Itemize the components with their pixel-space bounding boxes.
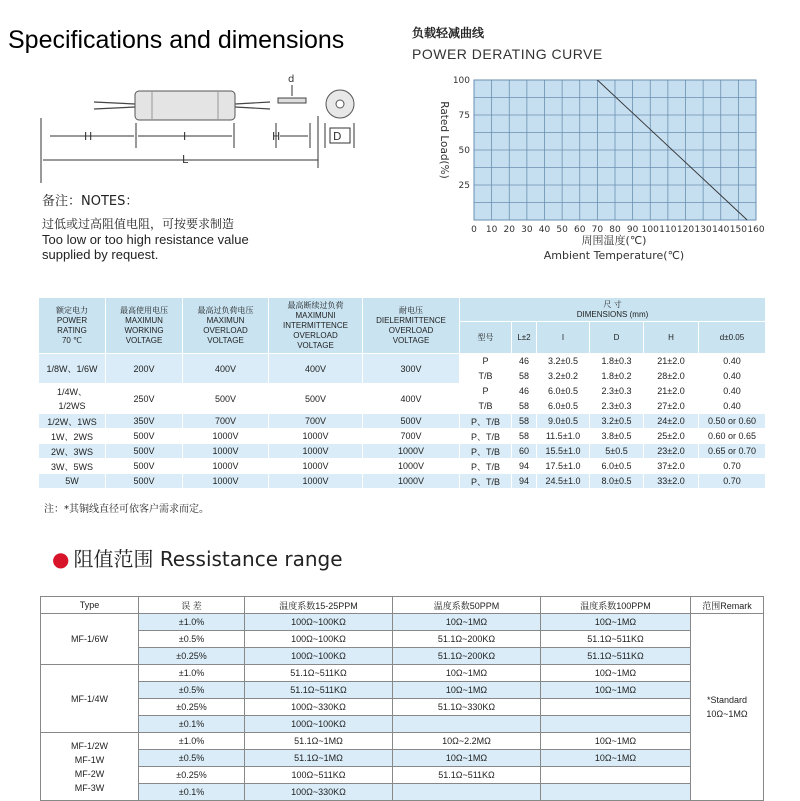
derating-chart [428, 70, 778, 266]
rr-remark: *Standard 10Ω~1MΩ [691, 614, 764, 801]
x-tick-label: 90 [626, 225, 639, 235]
notes-line-en1: Too low or too high resistance value [42, 232, 249, 247]
notes-line-cn: 过低或过高阻值电阻，可按要求制造 [42, 217, 235, 231]
dim-label-D: D [333, 130, 342, 143]
hdr-model: 型号 [460, 322, 512, 354]
spec-row: T/B 58 3.2±0.2 1.8±0.2 28±2.0 0.40 [39, 369, 766, 384]
hdr-d: d±0.05 [699, 322, 766, 354]
rr-hdr-type: Type [41, 597, 139, 614]
y-tick-label: 50 [458, 146, 470, 156]
hdr-H: H [644, 322, 699, 354]
hdr-dielectric: 耐电压 DIELERMITTENCE OVERLOAD VOLTAGE [363, 298, 460, 354]
dim-label-d: d [288, 74, 295, 85]
rr-row: ±0.5% 51.1Ω~511KΩ 10Ω~1MΩ 10Ω~1MΩ [41, 682, 764, 699]
x-tick-label: 120 [676, 225, 695, 235]
rr-row: ±0.25% 100Ω~100KΩ 51.1Ω~200KΩ 51.1Ω~511KΩ [41, 648, 764, 665]
spec-footnote: 注：*其铜线直径可依客户需求而定。 [44, 504, 209, 515]
hdr-I: I [537, 322, 590, 354]
rr-row: ±0.5% 51.1Ω~1MΩ 10Ω~1MΩ 10Ω~1MΩ [41, 750, 764, 767]
rr-row: ±0.5% 100Ω~100KΩ 51.1Ω~200KΩ 51.1Ω~511KΩ [41, 631, 764, 648]
curve-title-cn: 负载轻减曲线 [412, 26, 485, 40]
rr-hdr-15ppm: 温度系数15-25PPM [245, 597, 393, 614]
rr-type: MF-1/4W [41, 665, 139, 733]
x-tick-label: 70 [591, 225, 604, 235]
rr-row: MF-1/6W ±1.0% 100Ω~100KΩ 10Ω~1MΩ 10Ω~1MΩ *Standard 10Ω~1MΩ [41, 614, 764, 631]
rr-row: ±0.1% 100Ω~330KΩ [41, 784, 764, 801]
spec-row: 1W、2WS 500V 1000V 1000V 700V P、T/B 58 11.5±1.0 3.8±0.5 25±2.0 0.60 or 0.65 [39, 429, 766, 444]
x-tick-label: 50 [556, 225, 568, 235]
dim-label-H: H [84, 130, 93, 143]
rr-row: MF-1/4W ±1.0% 51.1Ω~511KΩ 10Ω~1MΩ 10Ω~1MΩ [41, 665, 764, 682]
x-tick-label: 160 [747, 225, 765, 235]
curve-title-en: POWER DERATING CURVE [412, 46, 603, 62]
spec-row: 3W、5WS 500V 1000V 1000V 1000V P、T/B 94 17.5±1.0 6.0±0.5 37±2.0 0.70 [39, 459, 766, 474]
spec-row: T/B 58 6.0±0.5 2.3±0.3 27±2.0 0.40 [39, 399, 766, 414]
x-tick-label: 80 [609, 225, 621, 235]
page-title: Specifications and dimensions [8, 26, 345, 54]
resistor-body [135, 91, 235, 120]
spec-row: 1/8W、1/6W 200V 400V 400V 300V P 46 3.2±0.5 1.8±0.3 21±2.0 0.40 [39, 354, 766, 369]
rr-type: MF-1/2W MF-1W MF-2W MF-3W [41, 733, 139, 801]
hdr-power: 额定电力 POWER RATING 70 ℃ [39, 298, 106, 354]
x-tick-label: 30 [521, 225, 533, 235]
hdr-working: 最高使用电压 MAXIMUN WORKING VOLTAGE [106, 298, 183, 354]
spec-row: 1/2W、1WS 350V 700V 700V 500V P、T/B 58 9.0±0.5 3.2±0.5 24±2.0 0.50 or 0.60 [39, 414, 766, 429]
rr-row: ±0.25% 100Ω~511KΩ 51.1Ω~511KΩ [41, 767, 764, 784]
rr-hdr-tol: 误 差 [139, 597, 245, 614]
rr-hdr-100ppm: 温度系数100PPM [541, 597, 691, 614]
resistance-table [40, 596, 764, 801]
rr-row: ±0.1% 100Ω~100KΩ [41, 716, 764, 733]
spec-row: 1/4W、 1/2WS 250V 500V 500V 400V P 46 6.0±0.5 2.3±0.3 21±2.0 0.40 [39, 384, 766, 399]
dim-label-L: L [182, 153, 189, 166]
notes-heading: 备注：NOTES： [42, 194, 139, 209]
x-tick-label: 110 [659, 225, 677, 235]
dim-label-I: I [183, 130, 187, 143]
rr-row: MF-1/2W MF-1W MF-2W MF-3W ±1.0% 51.1Ω~1MΩ 10Ω~2.2MΩ 10Ω~1MΩ [41, 733, 764, 750]
x-tick-label: 0 [471, 225, 477, 235]
spec-table [38, 297, 766, 489]
x-tick-label: 60 [574, 225, 586, 235]
spec-row: 2W、3WS 500V 1000V 1000V 1000V P、T/B 60 15.5±1.0 5±0.5 23±2.0 0.65 or 0.70 [39, 444, 766, 459]
x-tick-label: 20 [503, 225, 515, 235]
hdr-L: L±2 [512, 322, 537, 354]
x-tick-label: 150 [729, 225, 747, 235]
x-tick-label: 130 [694, 225, 712, 235]
spec-row: 5W 500V 1000V 1000V 1000V P、T/B 94 24.5±1.0 8.0±0.5 33±2.0 0.70 [39, 474, 766, 489]
chart-xlabel-cn: 周围温度(℃) [581, 234, 647, 247]
hdr-overload: 最高过负荷电压 MAXIMUN OVERLOAD VOLTAGE [183, 298, 269, 354]
x-tick-label: 10 [485, 225, 498, 235]
x-tick-label: 100 [641, 225, 659, 235]
hdr-intermittence: 最高断续过负荷 MAXIMUNI INTERMITTENCE OVERLOAD VOLTAGE [269, 298, 363, 354]
resistance-title: ● 阻值范围 Ressistance range [52, 547, 343, 571]
x-tick-label: 140 [712, 225, 730, 235]
dim-label-H2: H [272, 130, 281, 143]
dimension-drawing [30, 68, 380, 183]
chart-ylabel: Rated Load(%) [438, 101, 450, 179]
y-tick-label: 75 [458, 111, 470, 121]
rr-type: MF-1/6W [41, 614, 139, 665]
hdr-D: D [590, 322, 644, 354]
chart-grid [474, 80, 756, 220]
y-tick-label: 25 [458, 181, 470, 191]
rr-hdr-remark: 范围Remark [691, 597, 764, 614]
bullet-icon: ● [52, 547, 70, 571]
rr-row: ±0.25% 100Ω~330KΩ 51.1Ω~330KΩ [41, 699, 764, 716]
y-tick-label: 100 [452, 76, 470, 86]
rr-hdr-50ppm: 温度系数50PPM [393, 597, 541, 614]
hdr-dimensions: 尺 寸 DIMENSIONS (mm) [460, 298, 766, 322]
chart-xlabel-en: Ambient Temperature(℃) [543, 249, 685, 262]
x-tick-label: 40 [538, 225, 551, 235]
notes-line-en2: supplied by request. [42, 247, 159, 262]
